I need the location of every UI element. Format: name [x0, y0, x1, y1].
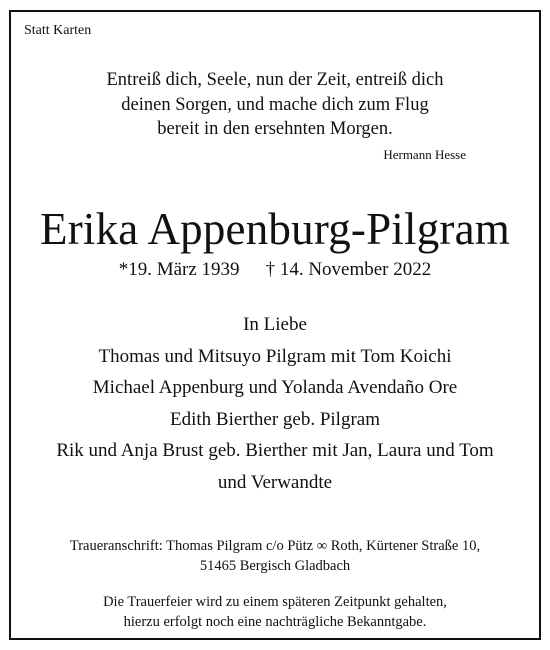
mourner-line: Michael Appenburg und Yolanda Avendaño Ore: [92, 377, 458, 398]
mourners-intro: In Liebe: [243, 314, 307, 335]
quote-author: Hermann Hesse: [383, 147, 466, 162]
deceased-name: Erika Appenburg-Pilgram: [40, 204, 510, 254]
mourner-line: Thomas und Mitsuyo Pilgram mit Tom Koichi: [98, 345, 452, 367]
mourning-address: [11, 537, 539, 576]
mourners-list: [11, 309, 539, 498]
notice-line: Die Trauerfeier wird zu einem späteren Zeitpunkt gehalten,: [103, 594, 447, 610]
notice-line: hierzu erfolgt noch eine nachträgliche Bekanntgabe.: [123, 613, 427, 630]
quote-line: deinen Sorgen, und mache dich zum Flug: [121, 94, 429, 115]
mourner-line: Edith Bierther geb. Pilgram: [169, 408, 380, 430]
header-label: Statt Karten: [24, 23, 92, 38]
birth-date: *19. März 1939: [118, 259, 240, 280]
mourner-line: und Verwandte: [217, 471, 333, 493]
life-dates: [11, 258, 539, 282]
quote-line: Entreiß dich, Seele, nun der Zeit, entreiß dich: [106, 70, 444, 90]
quote-line: bereit in den ersehnten Morgen.: [157, 119, 393, 139]
poem-quote: [11, 68, 539, 142]
address-line: 51465 Bergisch Gladbach: [199, 557, 351, 574]
death-date: † 14. November 2022: [265, 259, 432, 280]
address-line: Traueranschrift: Thomas Pilgram c/o Pütz ∞ Roth, Kürtener Straße 10,: [69, 538, 481, 554]
funeral-notice: [11, 593, 539, 632]
obituary-card: [9, 10, 541, 640]
mourner-line: Rik und Anja Brust geb. Bierther mit Jan, Laura und Tom: [56, 440, 494, 461]
